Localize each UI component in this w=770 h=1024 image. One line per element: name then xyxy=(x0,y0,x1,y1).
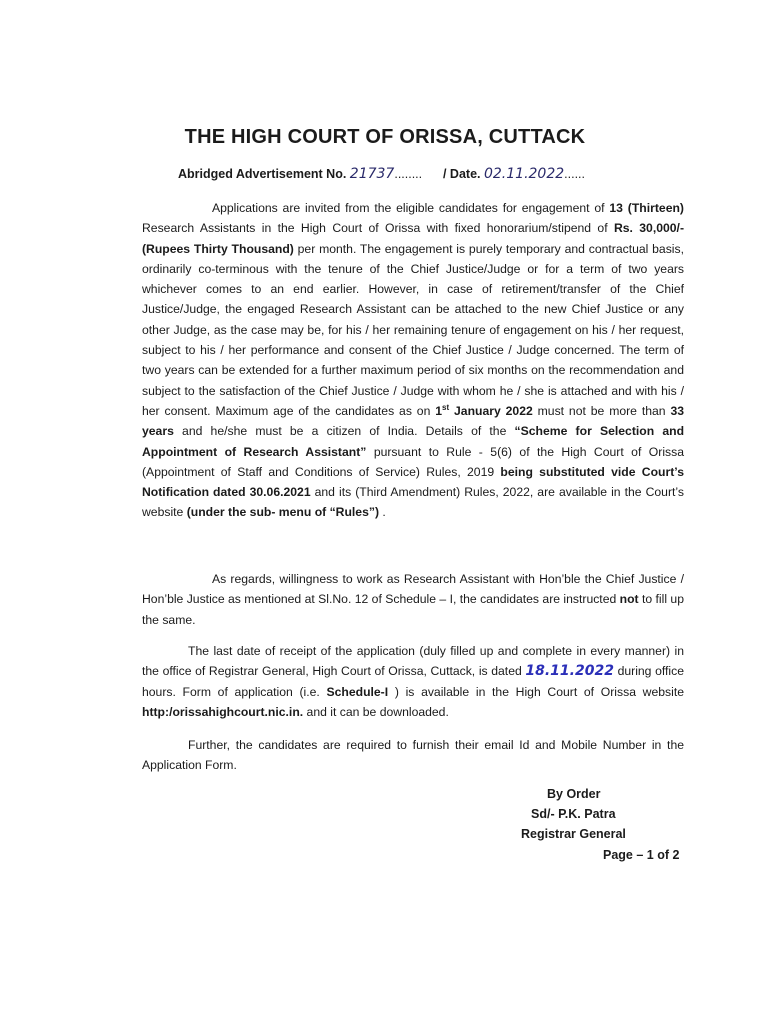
advertisement-number: 21737 xyxy=(349,166,395,182)
advertisement-number-dots: ........ xyxy=(394,167,423,181)
text-span: Further, the candidates are required to furnish their email Id and Mobile Number in the Application Form. xyxy=(142,738,684,773)
by-order: By Order xyxy=(547,787,601,801)
text-span: and its (Third Amendment) Rules, 2022, are available in the Court’s website xyxy=(142,485,684,520)
bold-span: 13 (Thirteen) xyxy=(609,201,684,215)
advertisement-label: Abridged Advertisement No. xyxy=(178,167,347,181)
page-number: Page – 1 of 2 xyxy=(603,848,680,862)
text-span: . xyxy=(379,505,386,520)
bold-span: 33 years xyxy=(142,403,684,439)
text-span: during office hours. Form of application (i.e. xyxy=(142,664,684,699)
text-span: and he/she must be a citizen of India. Details of the xyxy=(173,424,515,439)
paragraph-4 xyxy=(142,735,684,776)
text-span: pursuant to Rule - 5(6) of the High Court of Orissa (Appointment of Staff and Conditions of Service) Rules, 2019 xyxy=(142,444,685,479)
page-title: THE HIGH COURT OF ORISSA, CUTTACK xyxy=(184,126,586,148)
bold-span: Rs. 30,000/- (Rupees Thirty Thousand) xyxy=(142,221,685,256)
advertisement-date-dots: ...... xyxy=(564,167,585,181)
advertisement-date: 02.11.2022 xyxy=(483,166,565,182)
superscript: st xyxy=(442,402,450,412)
bold-span: (under the sub- menu of “Rules”) xyxy=(186,505,380,520)
bold-date-span xyxy=(435,404,533,418)
text-span: Research Assistants in the High Court of Orissa with fixed honorarium/stipend of xyxy=(142,221,614,236)
text-span: 1 xyxy=(435,403,443,418)
bold-span: being substituted vide Court’s Notification dated 30.06.2021 xyxy=(142,464,684,500)
paragraph-3 xyxy=(142,641,684,722)
text-span: January 2022 xyxy=(449,403,533,418)
text-span: The last date of receipt of the application (duly filled up and complete in every manner) in the office of Registrar General, High Court of Orissa, Cuttack, is dated xyxy=(142,644,684,679)
text-span: ) is available in the High Court of Orissa website xyxy=(388,684,684,699)
bold-span: not xyxy=(619,592,639,607)
text-span: Applications are invited from the eligible candidates for engagement of xyxy=(212,201,610,215)
text-span: must not be more than xyxy=(532,403,671,418)
date-label: / Date. xyxy=(442,167,481,181)
paragraph-2 xyxy=(142,569,684,630)
last-date-handwritten: 18.11.2022 xyxy=(525,663,614,680)
website-link-text: http:/orissahighcourt.nic.in. xyxy=(142,704,304,719)
bold-span: “Scheme for Selection and Appointment of Research Assistant” xyxy=(142,424,685,459)
signatory: Sd/- P.K. Patra xyxy=(531,807,616,821)
bold-span: Schedule-I xyxy=(326,684,389,699)
text-span: As regards, willingness to work as Research Assistant with Hon’ble the Chief Justice / Hon’ble Justice as mentioned at Sl.No. 12 of Schedule – I, the candidates are instructed xyxy=(142,572,684,607)
text-span: to fill up the same. xyxy=(142,592,684,627)
advertisement-line xyxy=(178,166,585,182)
text-span: per month. The engagement is purely temporary and contractual basis, ordinarily co-terminous with the tenure of the Chief Justice/Judge or for a term of two years whichever comes to an end earlier. However, in case of retirement/transfer of the Chief Justice/Judge, the engaged Research Assistant can be attached to the new Chief Justice or any other Judge, as the case may be, for his / her remaining tenure of engagement on his / her request, subject to his / her performance and consent of the Chief Justice / Judge concerned. The term of two years can be extended for a further maximum period of six months on the recommendation and subject to the satisfaction of the Chief Justice / Judge with whom he / she is attached and with his / her consent. Maximum age of the candidates as on xyxy=(142,241,684,418)
designation: Registrar General xyxy=(521,827,626,841)
text-span: and it can be downloaded. xyxy=(303,704,449,719)
paragraph-1 xyxy=(142,198,684,523)
